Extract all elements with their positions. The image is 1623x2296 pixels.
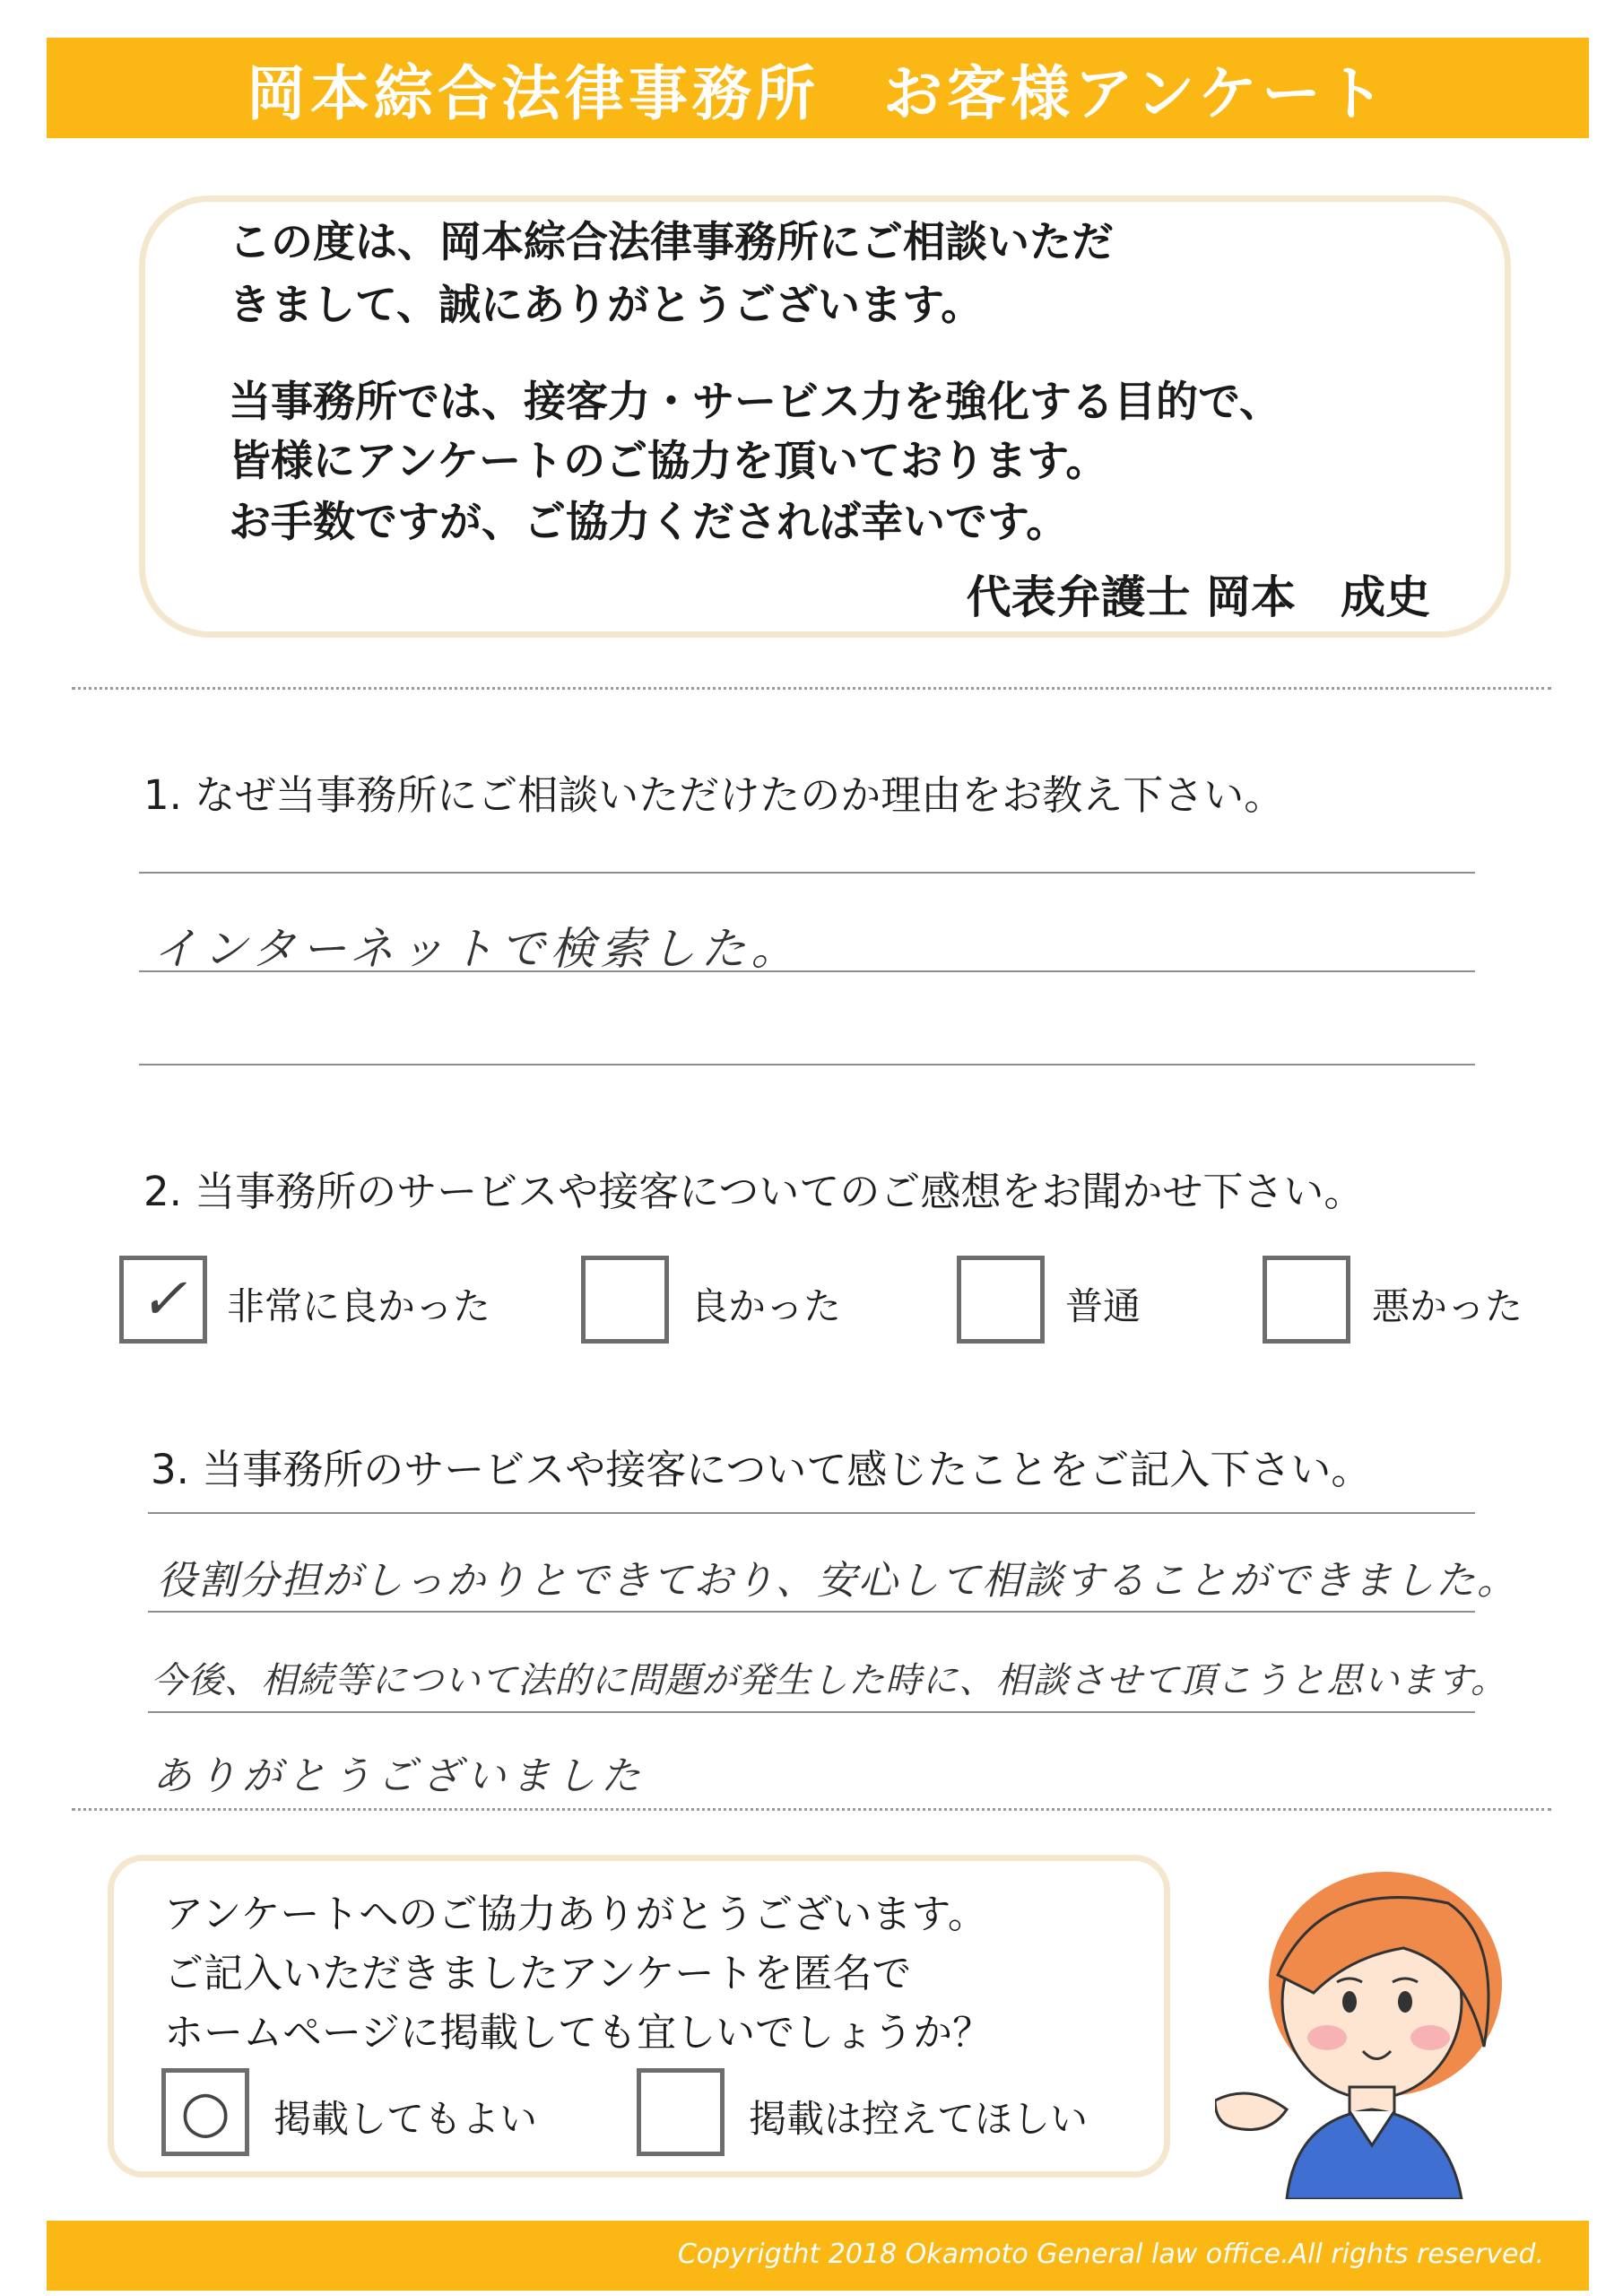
intro-line: 当事務所では、接客力・サービス力を強化する目的で、: [229, 378, 1282, 427]
section-divider: [72, 1808, 1551, 1811]
question-1-label: 1. なぜ当事務所にご相談いただけたのか理由をお教え下さい。: [143, 771, 1285, 819]
question-3-answer-line[interactable]: 役割分担がしっかりとできており、安心して相談することができました。: [157, 1558, 1518, 1604]
answer-line: [139, 872, 1475, 874]
consent-decline-checkbox[interactable]: [637, 2068, 725, 2156]
section-divider: [72, 687, 1551, 690]
consent-text-line: アンケートへのご協力ありがとうございます。: [164, 1892, 987, 1937]
check-mark-icon: ✓: [139, 1266, 187, 1333]
answer-line: [139, 1064, 1475, 1065]
answer-line: [148, 1711, 1475, 1713]
question-3-label: 3. 当事務所のサービスや接客について感じたことをご記入下さい。: [151, 1446, 1372, 1493]
option-good-checkbox[interactable]: [581, 1256, 669, 1344]
option-very-good-checkbox[interactable]: [119, 1256, 207, 1344]
copyright-text: Copyrigtht 2018 Okamoto General law office.All rights reserved.: [677, 2239, 1544, 2270]
answer-line: [148, 1512, 1475, 1514]
woman-presenting-illustration-icon: [1215, 1867, 1538, 2199]
consent-text-line: ホームページに掲載しても宜しいでしょうか？: [164, 2010, 993, 2056]
footer-bar: [47, 2221, 1589, 2291]
header-bar: [47, 38, 1589, 138]
option-normal-label: 普通: [1065, 1284, 1141, 1328]
question-3-answer-line[interactable]: 今後、相続等について法的に問題が発生した時に、相談させて頂こうと思います。: [151, 1660, 1507, 1701]
option-bad-label: 悪かった: [1372, 1284, 1523, 1328]
consent-text-line: ご記入いただきましたアンケートを匿名で: [164, 1951, 912, 1996]
consent-decline-label: 掲載は控えてほしい: [749, 2097, 1089, 2141]
option-good-label: 良かった: [690, 1284, 842, 1328]
intro-line: お手数ですが、ご協力くだされば幸いです。: [229, 498, 1069, 547]
option-very-good-label: 非常に良かった: [227, 1284, 491, 1328]
circle-mark-icon: ○: [180, 2079, 230, 2145]
question-3-answer-line[interactable]: ありがとうございました: [152, 1753, 646, 1799]
intro-line: 皆様にアンケートのご協力を頂いております。: [229, 437, 1108, 486]
question-2-label: 2. 当事務所のサービスや接客についてのご感想をお聞かせ下さい。: [143, 1168, 1365, 1215]
page-title: 岡本綜合法律事務所 お客様アンケート: [246, 58, 1390, 128]
signature: 代表弁護士 岡本 成史: [966, 571, 1430, 623]
option-bad-checkbox[interactable]: [1263, 1256, 1350, 1344]
consent-allow-checkbox[interactable]: [161, 2068, 249, 2156]
answer-line: [139, 970, 1475, 972]
intro-line: きまして、誠にありがとうございます。: [229, 281, 984, 330]
consent-allow-label: 掲載してもよい: [273, 2097, 538, 2141]
question-1-answer[interactable]: インターネットで検索した。: [152, 923, 802, 975]
intro-line: この度は、岡本綜合法律事務所にご相談いただ: [229, 218, 1114, 267]
answer-line: [148, 1611, 1475, 1613]
option-normal-checkbox[interactable]: [957, 1256, 1045, 1344]
